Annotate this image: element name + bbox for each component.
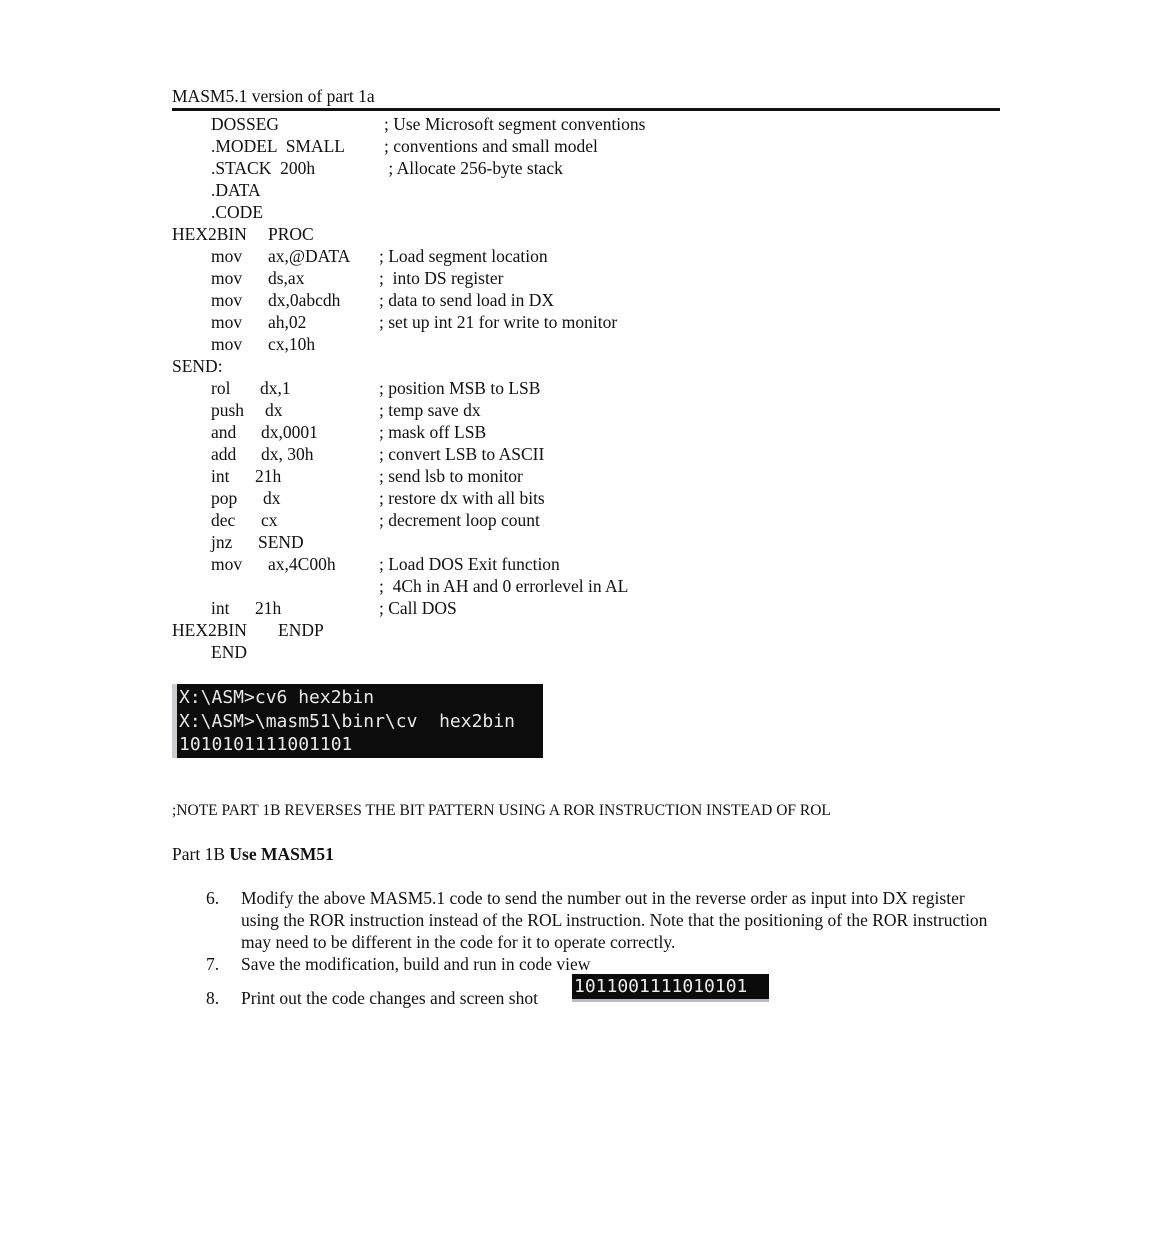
directive-code: .CODE (211, 202, 264, 222)
endp-label: HEX2BIN (172, 620, 247, 640)
code-op: push (211, 400, 245, 420)
list-number: 7. (206, 954, 220, 974)
list-text: Save the modification, build and run in code view (241, 954, 591, 974)
code-comment: ; set up int 21 for write to monitor (379, 312, 618, 332)
code-comment: ; Load segment location (379, 246, 548, 266)
code-arg: SEND (258, 532, 304, 552)
code-op: mov (211, 290, 243, 310)
list-item (206, 887, 1006, 953)
note-text: ;NOTE PART 1B REVERSES THE BIT PATTERN USING A ROR INSTRUCTION INSTEAD OF ROL (172, 802, 831, 819)
code-comment: ; position MSB to LSB (379, 378, 541, 398)
part-prefix: Part 1B (172, 844, 230, 864)
page-heading: MASM5.1 version of part 1a (172, 86, 1000, 111)
proc-keyword: PROC (268, 224, 314, 244)
code-op: jnz (211, 532, 233, 552)
code-arg: ah,02 (268, 312, 307, 332)
code-comment: ; send lsb to monitor (379, 466, 523, 486)
code-op: mov (211, 312, 243, 332)
list-number: 8. (206, 988, 220, 1008)
end-directive: END (211, 642, 247, 662)
code-arg: dx,1 (260, 378, 291, 398)
code-op: dec (211, 510, 236, 530)
list-text: Print out the code changes and screen shot (241, 988, 538, 1008)
code-op: mov (211, 246, 243, 266)
comment-stack: ; Allocate 256-byte stack (384, 158, 563, 178)
code-comment: ; convert LSB to ASCII (379, 444, 545, 464)
directive-data: .DATA (211, 180, 261, 200)
code-arg: dx (263, 488, 281, 508)
code-comment: ; Load DOS Exit function (379, 554, 560, 574)
code-arg: ax,@DATA (268, 246, 351, 266)
directive-model: .MODEL SMALL (211, 136, 346, 156)
list-text: Modify the above MASM5.1 code to send the number out in the reverse order as input into DX register using the ROR instruction instead of the ROL instruction. Note that the positioning of the ROR instruction may need to be different in the code for it to operate correctly. (241, 888, 988, 952)
code-op: int (211, 598, 230, 618)
code-op: int (211, 466, 230, 486)
code-comment: ; data to send load in DX (379, 290, 554, 310)
directive-dosseg: DOSSEG (211, 114, 280, 134)
comment-model: ; conventions and small model (384, 136, 598, 156)
proc-label: HEX2BIN (172, 224, 247, 244)
endp-keyword: ENDP (278, 620, 324, 640)
terminal-line: X:\ASM>cv6 hex2bin (179, 687, 375, 708)
code-op: add (211, 444, 237, 464)
code-op: mov (211, 268, 243, 288)
code-arg: cx,10h (268, 334, 316, 354)
code-arg: dx, 30h (261, 444, 314, 464)
directive-stack: .STACK 200h (211, 158, 316, 178)
terminal-output: 1010101111001101 (179, 734, 353, 755)
code-arg: dx (265, 400, 283, 420)
code-comment: ; 4Ch in AH and 0 errorlevel in AL (379, 576, 629, 596)
code-op: mov (211, 334, 243, 354)
code-arg: 21h (255, 466, 282, 486)
code-comment: ; mask off LSB (379, 422, 487, 442)
list-item (206, 953, 1006, 975)
code-op: mov (211, 554, 243, 574)
code-arg: 21h (255, 598, 282, 618)
code-op: and (211, 422, 237, 442)
result-screenshot: 1011001111010101 (572, 974, 769, 1002)
code-arg: ds,ax (268, 268, 305, 288)
code-comment: ; Call DOS (379, 598, 457, 618)
part-bold: Use MASM51 (229, 844, 334, 864)
terminal-line: X:\ASM>\masm51\binr\cv hex2bin (179, 710, 515, 732)
code-comment: ; temp save dx (379, 400, 481, 420)
code-arg: cx (261, 510, 278, 530)
code-op: rol (211, 378, 231, 398)
code-comment: ; restore dx with all bits (379, 488, 545, 508)
code-comment: ; decrement loop count (379, 510, 540, 530)
code-arg: dx,0001 (261, 422, 318, 442)
terminal-screenshot (172, 684, 543, 758)
code-comment: ; into DS register (379, 268, 504, 288)
code-arg: dx,0abcdh (268, 290, 341, 310)
part-heading (172, 843, 334, 865)
code-arg: ax,4C00h (268, 554, 336, 574)
list-number: 6. (206, 888, 220, 908)
comment-dosseg: ; Use Microsoft segment conventions (384, 114, 646, 134)
send-label: SEND: (172, 356, 223, 376)
code-op: pop (211, 488, 238, 508)
